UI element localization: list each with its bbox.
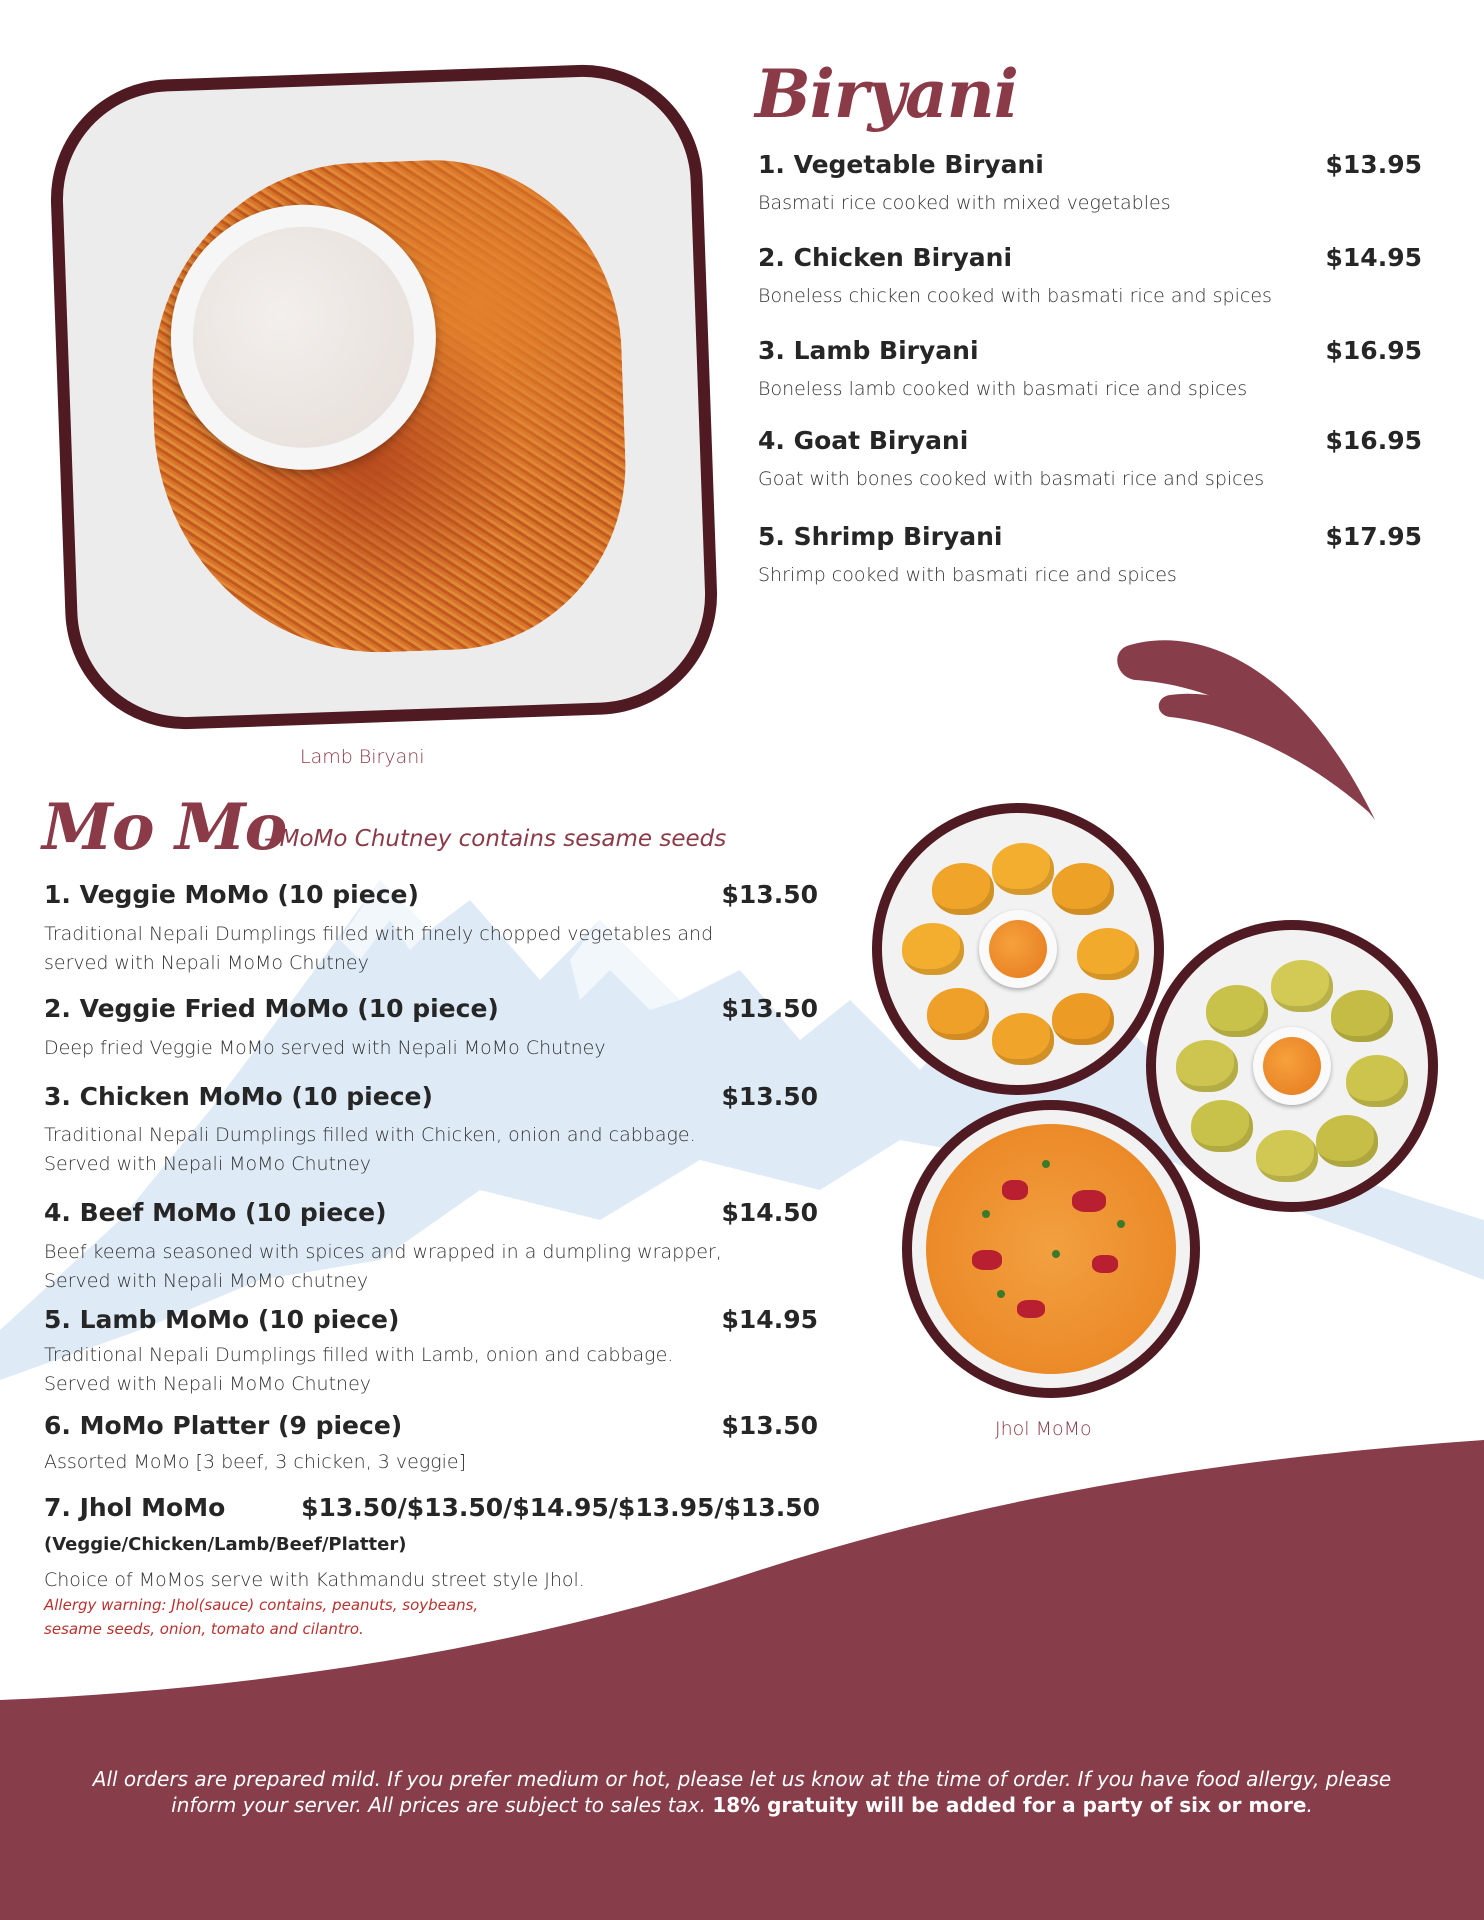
jhol-momo-name: 7. Jhol MoMo (44, 1493, 226, 1522)
footer-period: . (1306, 1793, 1313, 1817)
jhol-momo-variants: (Veggie/Chicken/Lamb/Beef/Platter) (44, 1534, 407, 1555)
momo-item-name: 6. MoMo Platter (9 piece) (44, 1411, 403, 1440)
momo-item-name: 2. Veggie Fried MoMo (10 piece) (44, 994, 499, 1023)
biryani-item-price: $16.95 (1325, 426, 1422, 455)
biryani-item-name: 2. Chicken Biryani (758, 243, 1013, 272)
footer-line-1: All orders are prepared mild. If you prefer medium or hot, please let us know at the time of order. If you have food allergy, please (92, 1767, 1392, 1791)
allergy-warning: Allergy warning: Jhol(sauce) contains, peanuts, soybeans, (44, 1596, 479, 1614)
swoosh-decoration (1110, 625, 1390, 825)
momo-item-price: $13.50 (721, 1082, 818, 1111)
momo-dumpling (902, 923, 964, 975)
cilantro-garnish (1052, 1250, 1060, 1258)
fried-momo-image (872, 803, 1164, 1095)
momo-dumpling (1271, 960, 1333, 1012)
momo-dumpling (992, 1013, 1054, 1065)
momo-item-price: $13.50 (721, 994, 818, 1023)
momo-item-price: $13.50 (721, 1411, 818, 1440)
biryani-item-desc: Shrimp cooked with basmati rice and spices (758, 564, 1177, 586)
momo-dumpling (1052, 863, 1114, 915)
biryani-title: Biryani (755, 55, 1018, 133)
momo-item-desc: Beef keema seasoned with spices and wrapped in a dumpling wrapper, (44, 1241, 722, 1263)
biryani-item-desc: Boneless chicken cooked with basmati rice and spices (758, 285, 1272, 307)
momo-item-desc: served with Nepali MoMo Chutney (44, 952, 369, 974)
biryani-item-name: 4. Goat Biryani (758, 426, 969, 455)
cilantro-garnish (1117, 1220, 1125, 1228)
momo-item-desc: Assorted MoMo [3 beef, 3 chicken, 3 veggie] (44, 1451, 467, 1473)
footer-notice (30, 1766, 1454, 1818)
biryani-item-desc: Boneless lamb cooked with basmati rice and spices (758, 378, 1248, 400)
momo-dumpling (1191, 1100, 1253, 1152)
momo-chutney-note: - MoMo Chutney contains sesame seeds (264, 826, 727, 852)
gratuity-notice: 18% gratuity will be added for a party of six or more (712, 1793, 1307, 1817)
cilantro-garnish (997, 1290, 1005, 1298)
momo-dumpling (1052, 993, 1114, 1045)
allergy-warning: sesame seeds, onion, tomato and cilantro. (44, 1620, 364, 1638)
momo-dumpling (927, 988, 989, 1040)
cilantro-garnish (1042, 1160, 1050, 1168)
steamed-momo-image (1146, 920, 1438, 1212)
momo-item-desc: Served with Nepali MoMo Chutney (44, 1153, 371, 1175)
chutney-cup (1253, 1027, 1331, 1105)
momo-dumpling (1077, 928, 1139, 980)
momo-item-desc: Traditional Nepali Dumplings filled with Chicken, onion and cabbage. (44, 1124, 696, 1146)
jhol-momo-desc: Choice of MoMos serve with Kathmandu street style Jhol. (44, 1569, 585, 1591)
biryani-item-price: $13.95 (1325, 150, 1422, 179)
momo-dumpling (1206, 985, 1268, 1037)
momo-dumpling (1316, 1115, 1378, 1167)
momo-item-name: 3. Chicken MoMo (10 piece) (44, 1082, 433, 1111)
momo-item-desc: Served with Nepali MoMo Chutney (44, 1373, 371, 1395)
chutney (989, 920, 1047, 978)
momo-dumpling (1176, 1040, 1238, 1092)
biryani-item-desc: Goat with bones cooked with basmati rice and spices (758, 468, 1265, 490)
biryani-item-name: 1. Vegetable Biryani (758, 150, 1044, 179)
raita (189, 223, 418, 452)
biryani-item-name: 5. Shrimp Biryani (758, 522, 1003, 551)
chutney-cup (979, 910, 1057, 988)
tomato-garnish (1072, 1190, 1106, 1212)
jhol-momo-image (902, 1100, 1200, 1398)
momo-item-desc: Deep fried Veggie MoMo served with Nepali MoMo Chutney (44, 1037, 606, 1059)
momo-item-price: $13.50 (721, 880, 818, 909)
jhol-momo-image-caption: Jhol MoMo (995, 1418, 1092, 1440)
momo-dumpling (1331, 990, 1393, 1042)
jhol-momo-price: $13.50/$13.50/$14.95/$13.95/$13.50 (301, 1493, 820, 1522)
biryani-item-price: $17.95 (1325, 522, 1422, 551)
biryani-item-desc: Basmati rice cooked with mixed vegetables (758, 192, 1171, 214)
momo-dumpling (992, 843, 1054, 895)
momo-item-name: 5. Lamb MoMo (10 piece) (44, 1305, 400, 1334)
momo-dumpling (932, 863, 994, 915)
momo-item-price: $14.95 (721, 1305, 818, 1334)
biryani-item-price: $16.95 (1325, 336, 1422, 365)
tomato-garnish (1017, 1300, 1045, 1318)
tomato-garnish (1092, 1255, 1118, 1273)
momo-item-desc: Traditional Nepali Dumplings filled with Lamb, onion and cabbage. (44, 1344, 674, 1366)
momo-item-desc: Served with Nepali MoMo chutney (44, 1270, 369, 1292)
biryani-item-name: 3. Lamb Biryani (758, 336, 979, 365)
footer-line-2: inform your server. All prices are subject to sales tax. (171, 1793, 706, 1817)
momo-item-price: $14.50 (721, 1198, 818, 1227)
biryani-image-caption: Lamb Biryani (300, 746, 425, 768)
momo-item-desc: Traditional Nepali Dumplings filled with finely chopped vegetables and (44, 923, 714, 945)
lamb-biryani-image (47, 61, 721, 733)
biryani-item-price: $14.95 (1325, 243, 1422, 272)
jhol-soup (926, 1124, 1176, 1374)
tomato-garnish (1002, 1180, 1028, 1200)
momo-item-name: 4. Beef MoMo (10 piece) (44, 1198, 387, 1227)
momo-dumpling (1346, 1055, 1408, 1107)
momo-item-name: 1. Veggie MoMo (10 piece) (44, 880, 419, 909)
momo-title: Mo Mo (42, 790, 287, 865)
momo-dumpling (1256, 1130, 1318, 1182)
tomato-garnish (972, 1250, 1002, 1270)
cilantro-garnish (982, 1210, 990, 1218)
chutney (1263, 1037, 1321, 1095)
